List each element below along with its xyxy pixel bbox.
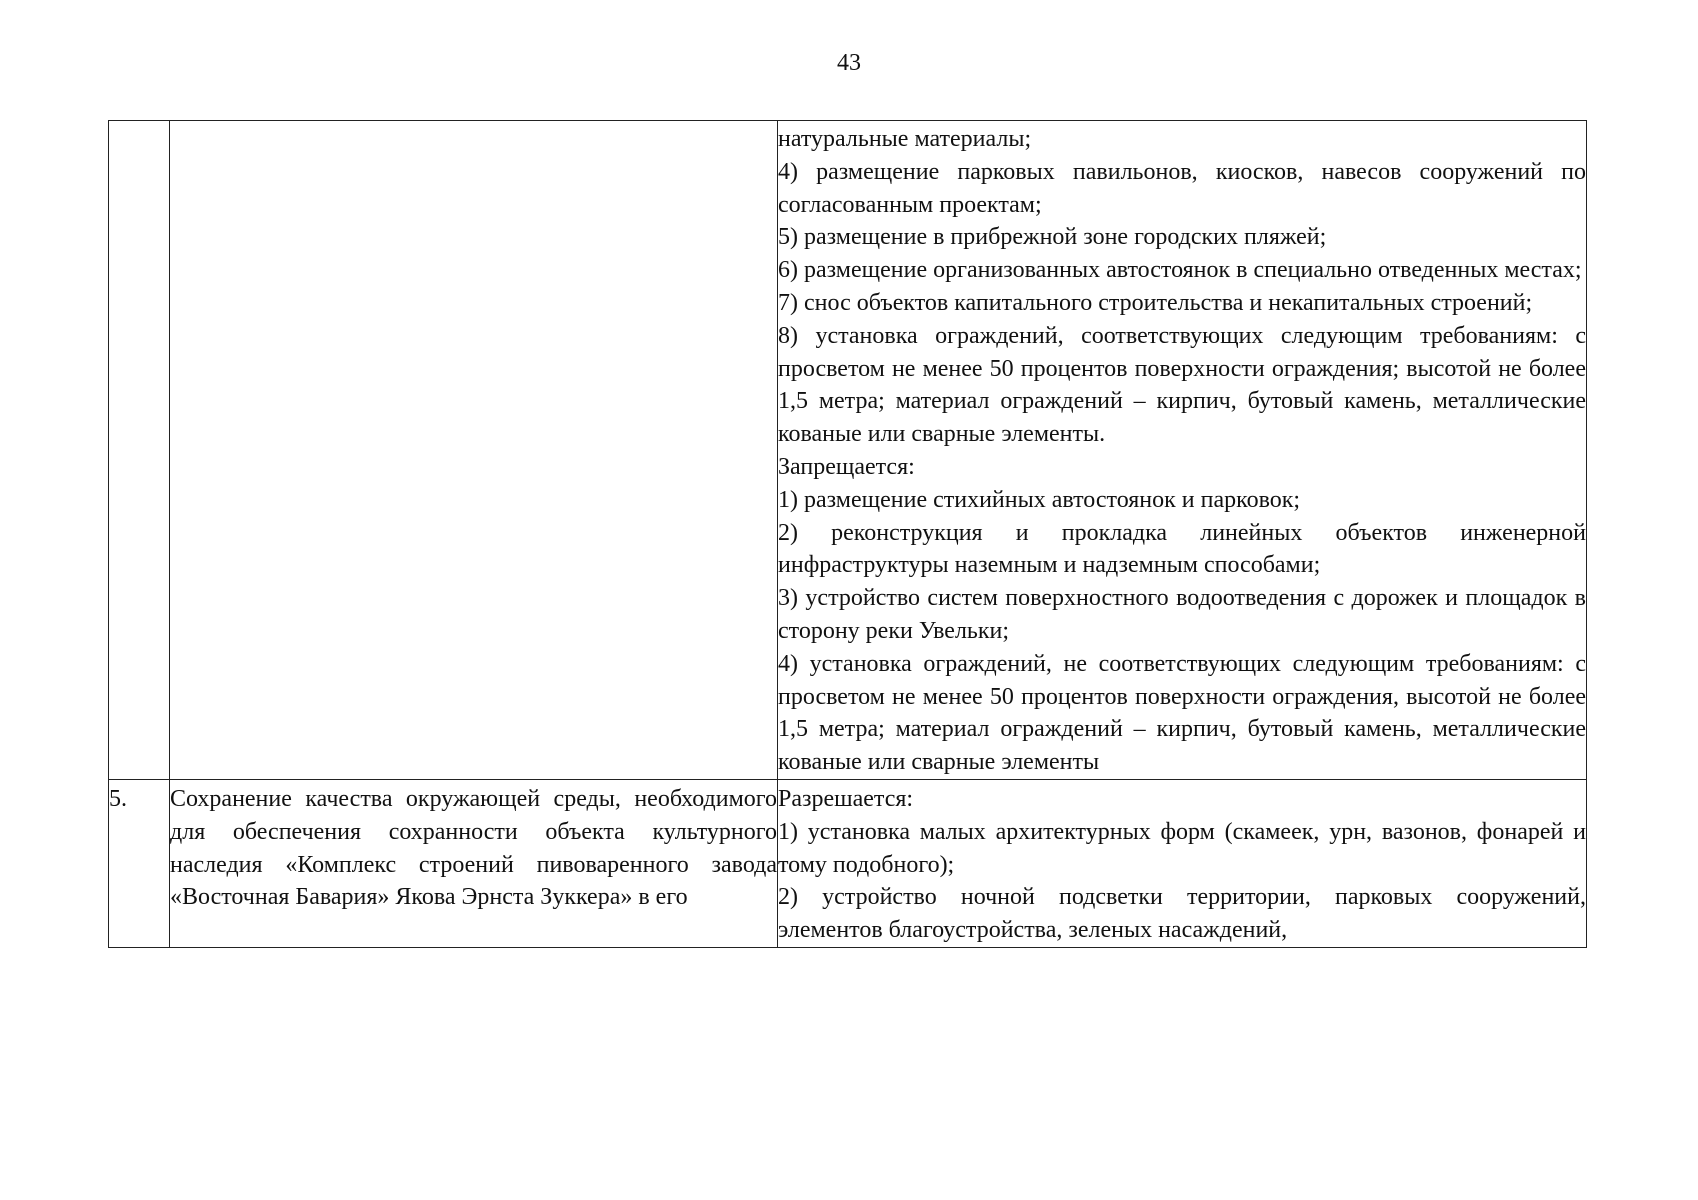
table-row-5 (109, 779, 1587, 947)
object-text: Сохранение качества окружающей среды, необходимого для обеспечения сохранности объекта культурного наследия «Комплекс строений пивоваренного завода «Восточная Бавария» Якова Эрнста Зуккера» в его (170, 785, 777, 911)
requirement-line: 4) размещение парковых павильонов, киосков, навесов сооружений по согласованным проектам; (778, 158, 1586, 218)
requirement-line: 2) реконструкция и прокладка линейных объектов инженерной инфраструктуры наземным и надземным способами; (778, 519, 1586, 579)
requirement-line: 8) установка ограждений, соответствующих следующим требованиям: с просветом не менее 50 процентов поверхности ограждения; высотой не более 1,5 метра; материал ограждений – кирпич, бутовый камень, металлические кованые или сварные элементы. (778, 322, 1586, 448)
requirement-line: 1) размещение стихийных автостоянок и парковок; (778, 486, 1301, 513)
page-number: 43 (837, 50, 861, 76)
prohibited-heading: Запрещается: (778, 453, 915, 480)
requirement-line: 2) устройство ночной подсветки территории, парковых сооружений, элементов благоустройства, зеленых насаждений, (778, 884, 1586, 944)
requirement-line: 5) размещение в прибрежной зоне городских пляжей; (778, 224, 1327, 251)
requirement-line: натуральные материалы; (778, 126, 1032, 152)
requirement-line: 6) размещение организованных автостоянок в специально отведенных местах; (778, 257, 1582, 284)
regulations-table (108, 120, 1587, 948)
object-cell (170, 121, 778, 780)
requirements-cell (778, 779, 1587, 947)
requirements-cell (778, 121, 1587, 780)
requirement-line: 3) устройство систем поверхностного водоотведения с дорожек и площадок в сторону реки Увельки; (778, 585, 1586, 644)
requirement-line: 1) установка малых архитектурных форм (скамеек, урн, вазонов, фонарей и тому подобного); (778, 818, 1586, 878)
row-number-cell: 5. (109, 779, 170, 947)
permitted-heading: Разрешается: (778, 785, 914, 812)
object-cell (170, 779, 778, 947)
requirement-line: 4) установка ограждений, не соответствующих следующим требованиям: с просветом не менее 50 процентов поверхности ограждения, высотой не более 1,5 метра; материал ограждений – кирпич, бутовый камень, металлические кованые или сварные элементы (778, 650, 1586, 776)
table-row-continued (109, 121, 1587, 780)
row-number-cell (109, 121, 170, 780)
requirement-line: 7) снос объектов капитального строительства и некапитальных строений; (778, 289, 1533, 316)
